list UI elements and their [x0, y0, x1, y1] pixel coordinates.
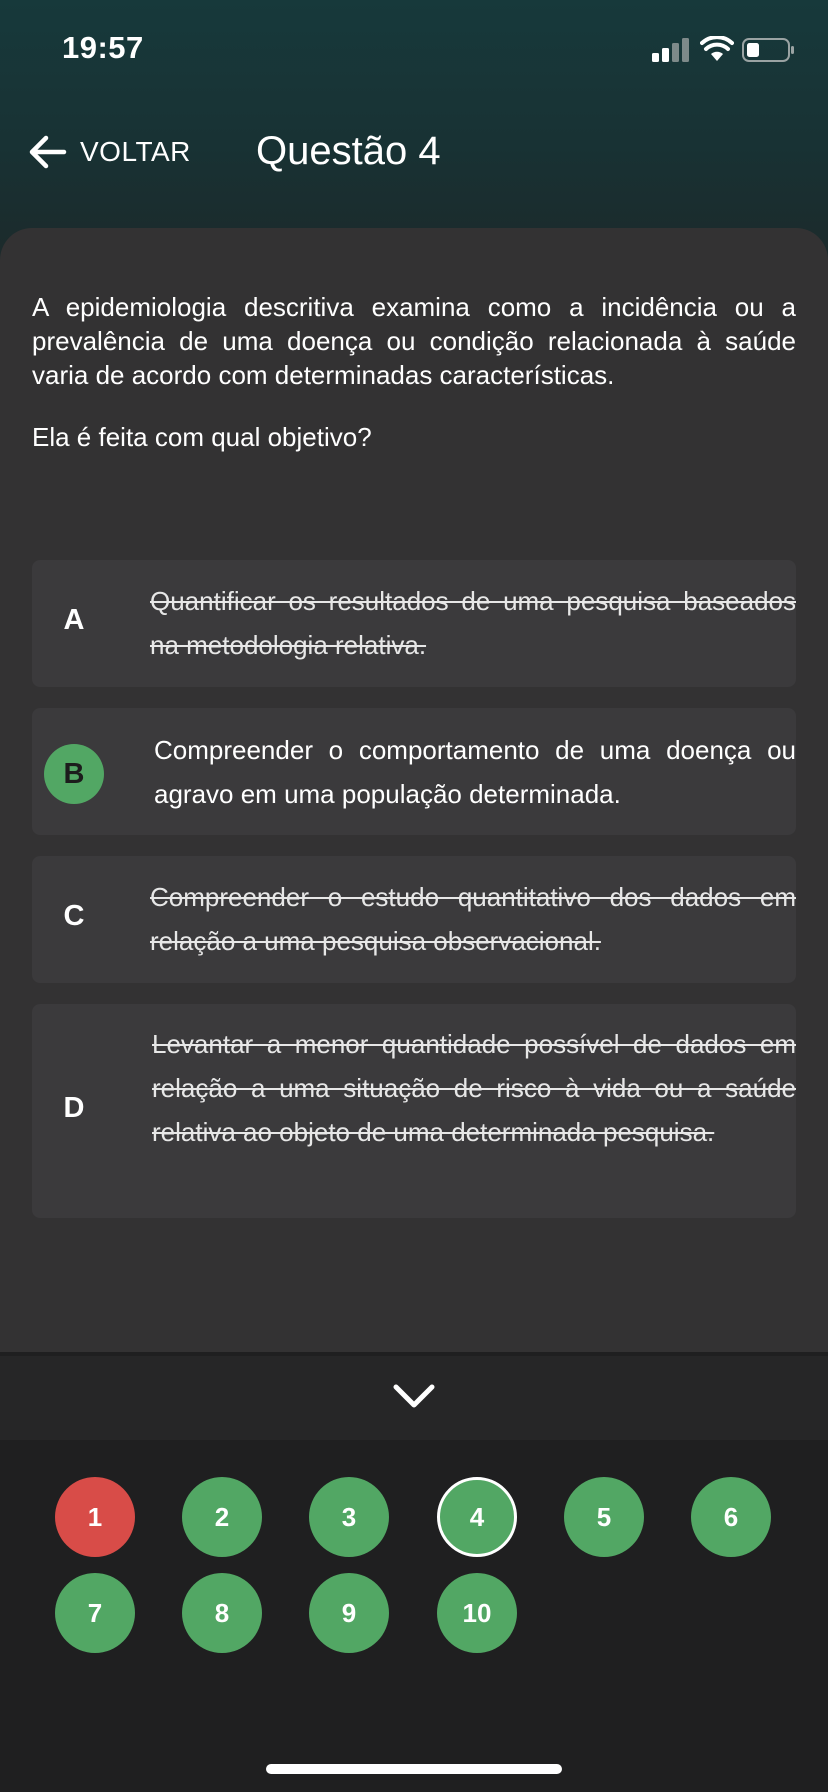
- question-number-button[interactable]: 3: [309, 1477, 389, 1557]
- question-number-button[interactable]: 8: [182, 1573, 262, 1653]
- chevron-down-icon[interactable]: [392, 1382, 436, 1410]
- cellular-signal-icon: [652, 38, 690, 62]
- status-time: 19:57: [62, 30, 144, 65]
- question-prompt: Ela é feita com qual objetivo?: [32, 422, 372, 452]
- option-text: Compreender o estudo quantitativo dos dados em relação a uma pesquisa observacional.: [150, 882, 796, 956]
- option-b[interactable]: [32, 708, 796, 835]
- question-statement: A epidemiologia descritiva examina como a incidência ou a prevalência de uma doença ou condição relacionada à saúde varia de acordo com determinadas características.: [32, 292, 796, 390]
- option-text: Quantificar os resultados de uma pesquisa baseados na metodologia relativa.: [150, 586, 796, 660]
- question-number-button-current[interactable]: 4: [437, 1477, 517, 1557]
- back-label: VOLTAR: [80, 136, 191, 167]
- question-number-button[interactable]: 6: [691, 1477, 771, 1557]
- question-number-button[interactable]: 10: [437, 1573, 517, 1653]
- option-text: Compreender o comportamento de uma doença ou agravo em uma população determinada.: [154, 735, 796, 809]
- arrow-left-icon: [28, 132, 68, 172]
- option-letter: C: [63, 900, 85, 932]
- question-number-button[interactable]: 2: [182, 1477, 262, 1557]
- battery-icon: [742, 38, 796, 62]
- back-button[interactable]: [28, 130, 191, 174]
- option-c[interactable]: [32, 856, 796, 983]
- question-number-button[interactable]: 7: [55, 1573, 135, 1653]
- home-indicator: [266, 1764, 562, 1774]
- option-letter-selected: B: [44, 744, 104, 804]
- option-a[interactable]: [32, 560, 796, 687]
- question-number-button[interactable]: 1: [55, 1477, 135, 1557]
- option-letter: A: [63, 604, 85, 636]
- question-number-button[interactable]: 9: [309, 1573, 389, 1653]
- option-d[interactable]: [32, 1004, 796, 1218]
- option-letter: D: [63, 1092, 85, 1124]
- wifi-icon: [700, 36, 734, 62]
- page-title: Questão 4: [256, 129, 441, 173]
- option-text: Levantar a menor quantidade possível de dados em relação a uma situação de risco à vida ou a saúde relativa ao objeto de uma determinada pesquisa.: [152, 1029, 796, 1147]
- question-number-button[interactable]: 5: [564, 1477, 644, 1557]
